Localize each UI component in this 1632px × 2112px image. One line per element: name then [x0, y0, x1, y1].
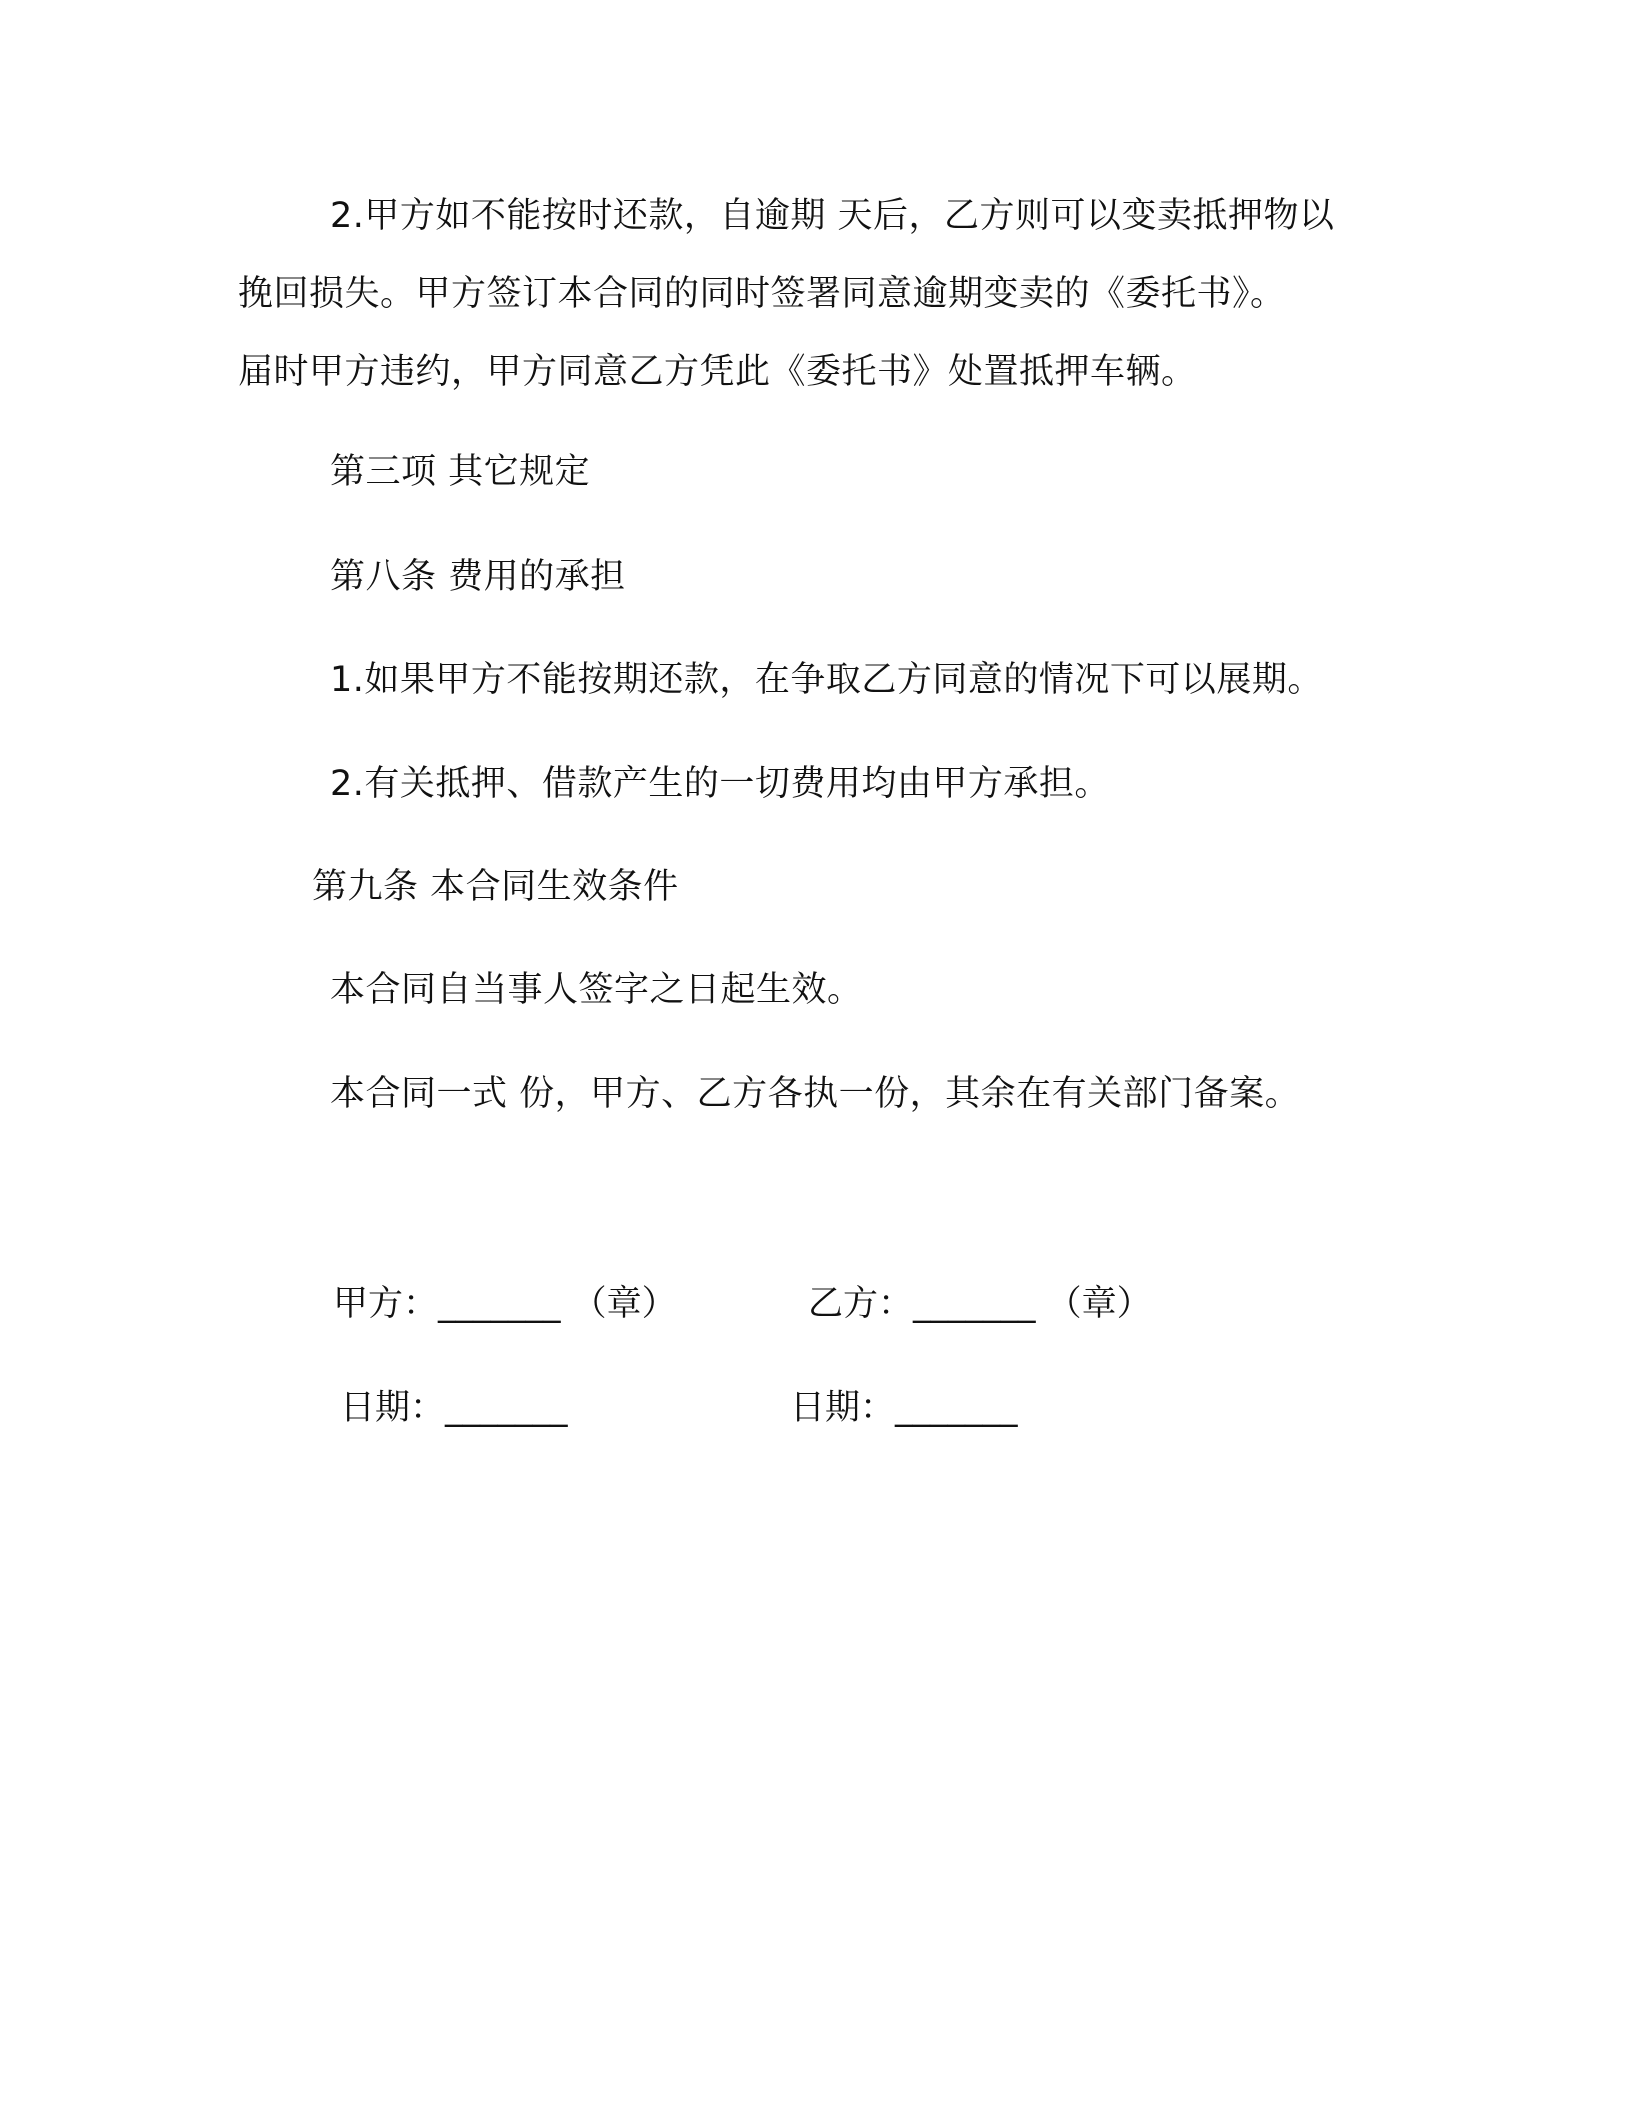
clause-2-line-1: 2.甲方如不能按时还款，自逾期 天后，乙方则可以变卖抵押物以	[330, 196, 1335, 236]
section-3-heading: 第三项 其它规定	[330, 452, 591, 492]
article-9-paragraph-2: 本合同一式 份，甲方、乙方各执一份，其余在有关部门备案。	[330, 1074, 1301, 1114]
article-8-heading: 第八条 费用的承担	[330, 557, 626, 597]
party-b-date-line: 日期：_______	[790, 1388, 1018, 1428]
clause-2-line-3: 届时甲方违约，甲方同意乙方凭此《委托书》处置抵押车辆。	[238, 352, 1197, 392]
article-8-item-2: 2.有关抵押、借款产生的一切费用均由甲方承担。	[330, 764, 1110, 804]
party-b-signature-line: 乙方：_______ （章）	[808, 1284, 1152, 1324]
party-a-signature-line: 甲方：_______ （章）	[333, 1284, 677, 1324]
article-9-paragraph-1: 本合同自当事人签字之日起生效。	[330, 970, 863, 1010]
article-8-item-1: 1.如果甲方不能按期还款，在争取乙方同意的情况下可以展期。	[330, 660, 1323, 700]
article-9-heading: 第九条 本合同生效条件	[312, 867, 679, 907]
party-a-date-line: 日期：_______	[340, 1388, 568, 1428]
clause-2-line-2: 挽回损失。甲方签订本合同的同时签署同意逾期变卖的《委托书》。	[238, 274, 1286, 314]
